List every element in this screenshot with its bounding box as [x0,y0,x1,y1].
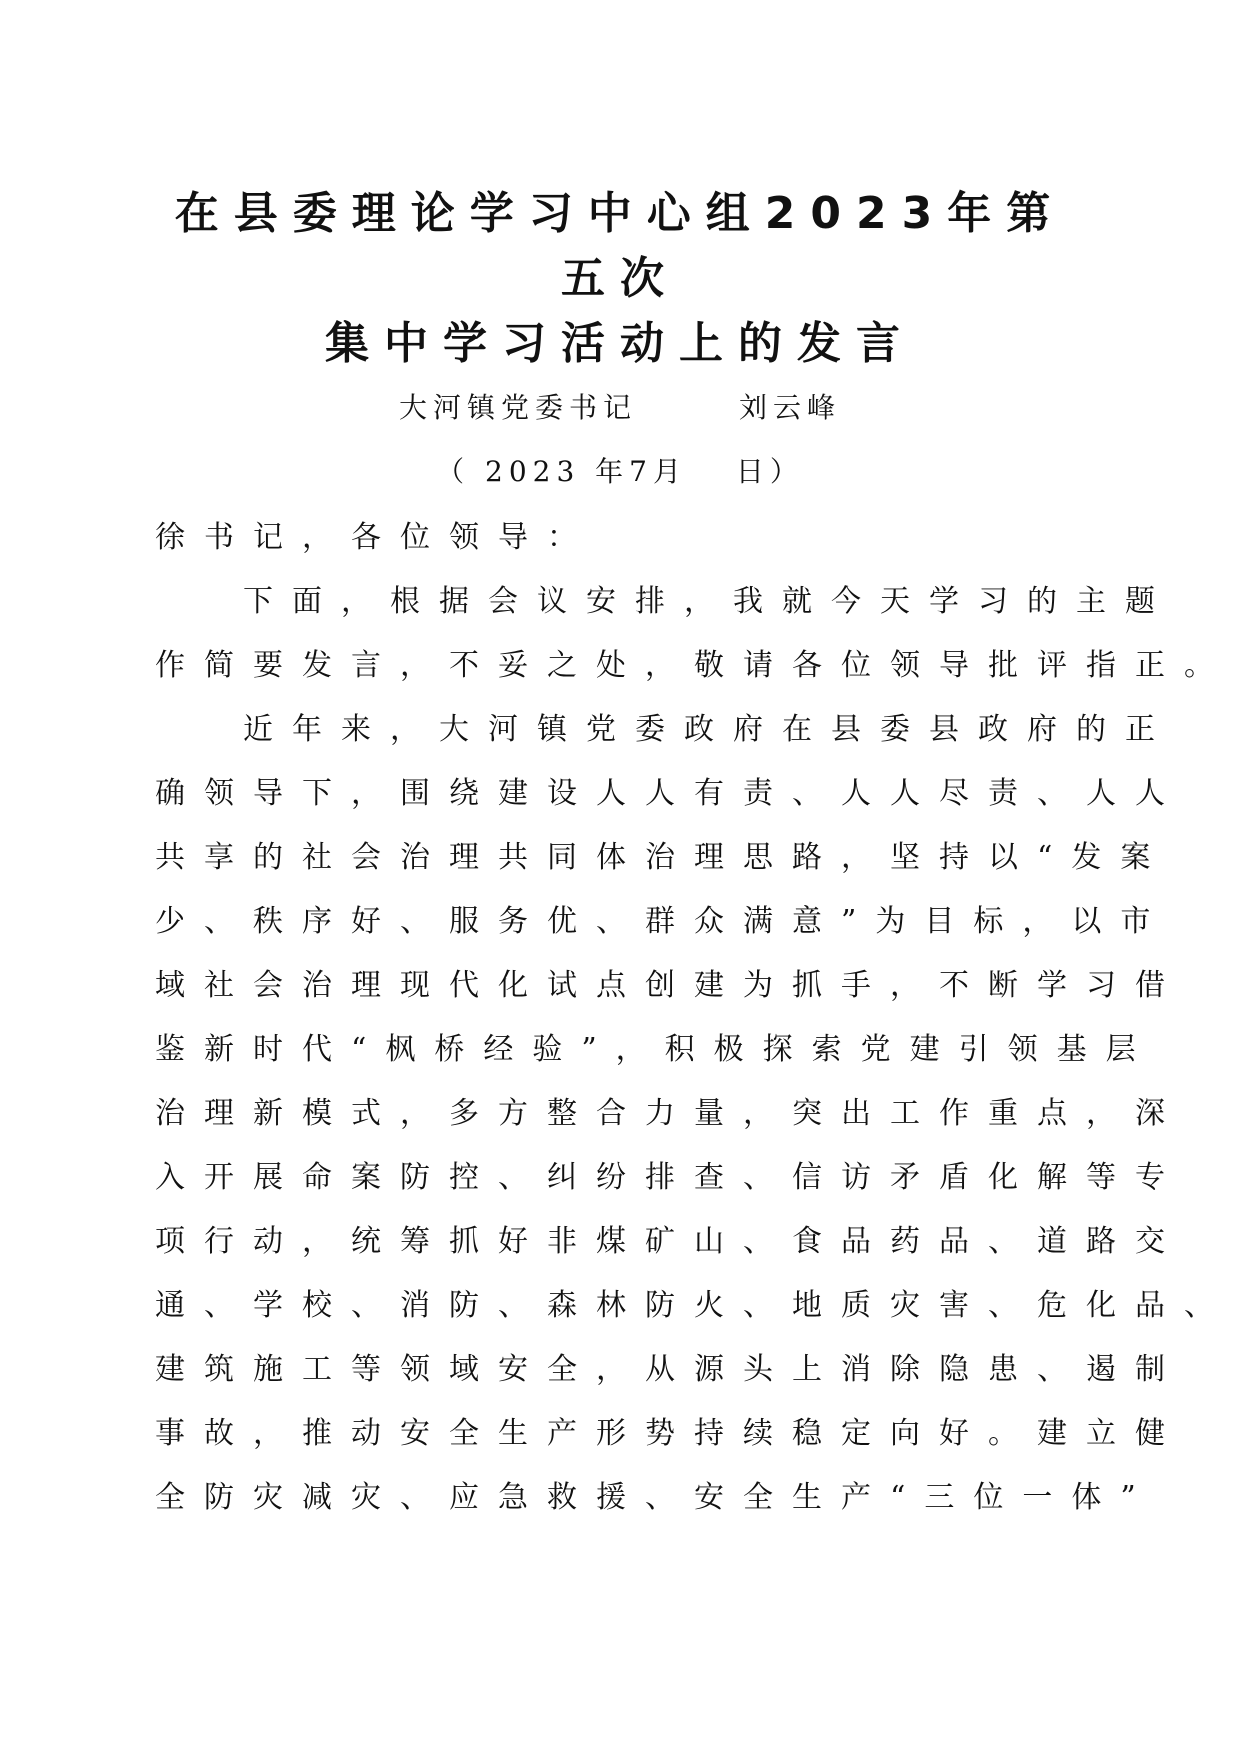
body-line: 事故，推动安全生产形势持续稳定向好。建立健 [155,1416,1184,1451]
document-title-line-1: 在县委理论学习中心组2023年第 [174,188,1066,239]
body-line: 近年来，大河镇党委政府在县委县政府的正 [243,712,1174,747]
salutation: 徐书记，各位领导： [155,520,596,555]
body-line: 入开展命案防控、纠纷排查、信访矛盾化解等专 [155,1160,1184,1195]
date-line: （ 2023 年7月 日） [436,455,804,488]
body-line: 全防灾减灾、应急救援、安全生产“三位一体” [155,1480,1155,1515]
body-line: 鉴新时代“枫桥经验”，积极探索党建引领基层 [155,1032,1155,1067]
body-line: 作简要发言，不妥之处，敬请各位领导批评指正。 [155,648,1233,683]
document-title-line-3: 集中学习活动上的发言 [325,318,915,369]
body-line: 下面，根据会议安排，我就今天学习的主题 [243,584,1174,619]
body-line: 通、学校、消防、森林防火、地质灾害、危化品、 [155,1288,1233,1323]
author-line: 大河镇党委书记 刘云峰 [398,391,841,424]
body-line: 少、秩序好、服务优、群众满意”为目标，以市 [155,904,1170,939]
body-line: 确领导下，围绕建设人人有责、人人尽责、人人 [155,776,1184,811]
body-line: 治理新模式，多方整合力量，突出工作重点，深 [155,1096,1184,1131]
body-line: 建筑施工等领域安全，从源头上消除隐患、遏制 [155,1352,1184,1387]
document-title-line-2: 五次 [561,253,679,304]
body-line: 域社会治理现代化试点创建为抓手，不断学习借 [155,968,1184,1003]
body-line: 项行动，统筹抓好非煤矿山、食品药品、道路交 [155,1224,1184,1259]
body-line: 共享的社会治理共同体治理思路，坚持以“发案 [155,840,1170,875]
